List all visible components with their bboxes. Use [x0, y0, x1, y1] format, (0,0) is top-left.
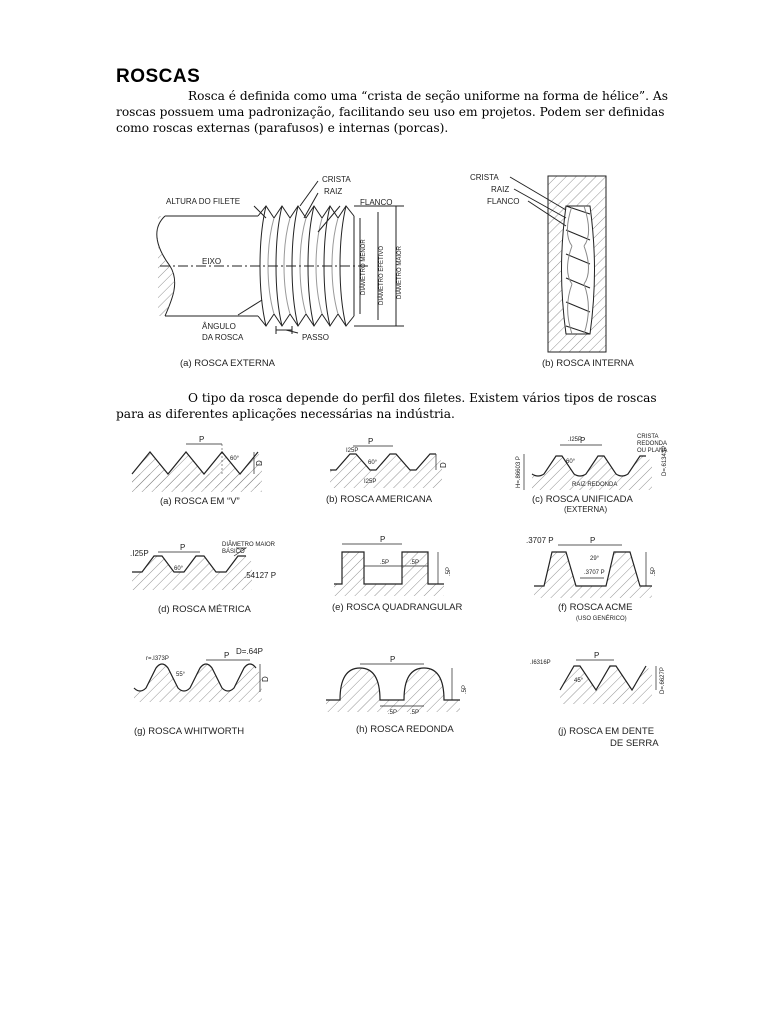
- b-p1-label: I25P: [346, 448, 359, 454]
- d-v-label: .54127 P: [244, 571, 277, 580]
- label-flanco-int: FLANCO: [487, 197, 520, 206]
- d-p-label: P: [180, 543, 186, 552]
- f-v-label: .5P: [651, 566, 657, 576]
- caption-rosca-externa: (a) ROSCA EXTERNA: [180, 358, 276, 369]
- caption-rosca-acme: (f) ROSCA ACME: [558, 602, 633, 613]
- c-note3: OU PLANA: [637, 448, 668, 454]
- caption-rosca-v: (a) ROSCA EM “V”: [160, 496, 240, 507]
- caption-rosca-metrica: (d) ROSCA MÉTRICA: [158, 604, 251, 615]
- g-dl-label: D: [261, 676, 270, 682]
- label-altura-filete: ALTURA DO FILETE: [166, 197, 241, 206]
- f-p-label: P: [590, 536, 596, 545]
- caption-rosca-interna: (b) ROSCA INTERNA: [542, 358, 634, 369]
- g-d-label: D=.64P: [236, 647, 263, 656]
- label-raiz-int: RAIZ: [491, 185, 510, 194]
- c-note4: RAIZ REDONDA: [572, 482, 618, 488]
- caption-externa: (EXTERNA): [564, 505, 608, 514]
- label-diametro-efetivo: DIÂMETRO EFETIVO: [379, 245, 385, 305]
- caption-rosca-dente-serra: (j) ROSCA EM DENTE: [558, 726, 655, 737]
- h-h1-label: .5P: [388, 710, 398, 716]
- label-da-rosca: DA ROSCA: [202, 333, 244, 342]
- c-note2: REDONDA: [637, 441, 668, 447]
- e-h2-label: .5P: [410, 560, 420, 566]
- j-p1-label: .I6316P: [530, 660, 551, 666]
- a-d-label: D: [255, 460, 264, 466]
- profile-v-thread: [132, 444, 262, 492]
- c-d-label: D=.61343P: [662, 445, 668, 476]
- types-paragraph: O tipo da rosca depende do perfil dos filetes. Existem vários tipos de roscas para as diferentes aplicações necessárias na indústria.: [116, 391, 657, 421]
- page-title: ROSCAS: [116, 66, 201, 87]
- f-p1-label: .3707 P: [526, 536, 554, 545]
- d-p1-label: .I25P: [130, 549, 149, 558]
- label-crista-int: CRISTA: [470, 173, 499, 182]
- g-p-label: P: [224, 651, 230, 660]
- b-p-label: P: [368, 437, 374, 446]
- e-p-label: P: [380, 535, 386, 544]
- internal-thread-drawing: [510, 176, 606, 352]
- j-p-label: P: [594, 651, 600, 660]
- h-p-label: P: [390, 655, 396, 664]
- intro-paragraph: Rosca é definida como uma “crista de seção uniforme na forma de hélice”. As roscas possuem uma padronização, facilitando seu uso em projetos. Podem ser definidas como roscas externas (parafusos) e internas (porcas).: [116, 89, 668, 135]
- g-r-label: r=.I373P: [146, 656, 169, 662]
- a-p-label: P: [199, 435, 205, 444]
- caption-rosca-whitworth: (g) ROSCA WHITWORTH: [134, 726, 245, 737]
- c-angle-label: 60°: [566, 459, 576, 465]
- caption-rosca-quadrangular: (e) ROSCA QUADRANGULAR: [332, 602, 463, 613]
- f-p2-label: .3707 P: [584, 570, 605, 576]
- label-passo: PASSO: [302, 333, 329, 342]
- e-h1-label: .5P: [380, 560, 390, 566]
- profile-square-thread: [334, 544, 444, 596]
- caption-uso-generico: (USO GENÉRICO): [576, 616, 627, 622]
- label-diametro-menor: DIÂMETRO MENOR: [361, 239, 367, 295]
- c-p-label: P: [580, 436, 586, 445]
- g-angle-label: 55°: [176, 672, 186, 678]
- c-note1: CRISTA: [637, 434, 659, 440]
- h-h2-label: .5P: [410, 710, 420, 716]
- j-d-label: D=.6627P: [660, 667, 666, 694]
- b-angle-label: 60°: [368, 460, 378, 466]
- label-angulo: ÂNGULO: [202, 322, 236, 331]
- caption-rosca-redonda: (h) ROSCA REDONDA: [356, 724, 454, 735]
- profile-whitworth-thread: [134, 660, 262, 702]
- h-v-label: .5P: [462, 684, 468, 694]
- label-raiz: RAIZ: [324, 187, 343, 196]
- e-v-label: .5P: [446, 566, 452, 576]
- d-note2: BÁSICO: [222, 549, 245, 555]
- b-d-label: D: [439, 462, 448, 468]
- c-p1-label: .I25P: [568, 437, 583, 443]
- d-angle-label: 60°: [174, 566, 184, 572]
- a-angle-label: 60°: [230, 456, 240, 462]
- caption-rosca-americana: (b) ROSCA AMERICANA: [326, 494, 433, 505]
- label-flanco: FLANCO: [360, 198, 393, 207]
- label-eixo: EIXO: [202, 257, 222, 266]
- d-note1: DIÂMETRO MAIOR: [222, 542, 276, 548]
- c-h-label: H=.86603 P: [516, 456, 522, 488]
- caption-rosca-unificada: (c) ROSCA UNIFICADA: [532, 494, 633, 505]
- label-crista: CRISTA: [322, 175, 351, 184]
- label-diametro-maior: DIÂMETRO MAIOR: [397, 245, 403, 299]
- f-angle-label: 29°: [590, 556, 600, 562]
- caption-de-serra: DE SERRA: [610, 738, 659, 749]
- j-angle-label: 45°: [574, 678, 584, 684]
- profile-round-thread: [326, 664, 460, 712]
- b-p2-label: I25P: [364, 479, 377, 485]
